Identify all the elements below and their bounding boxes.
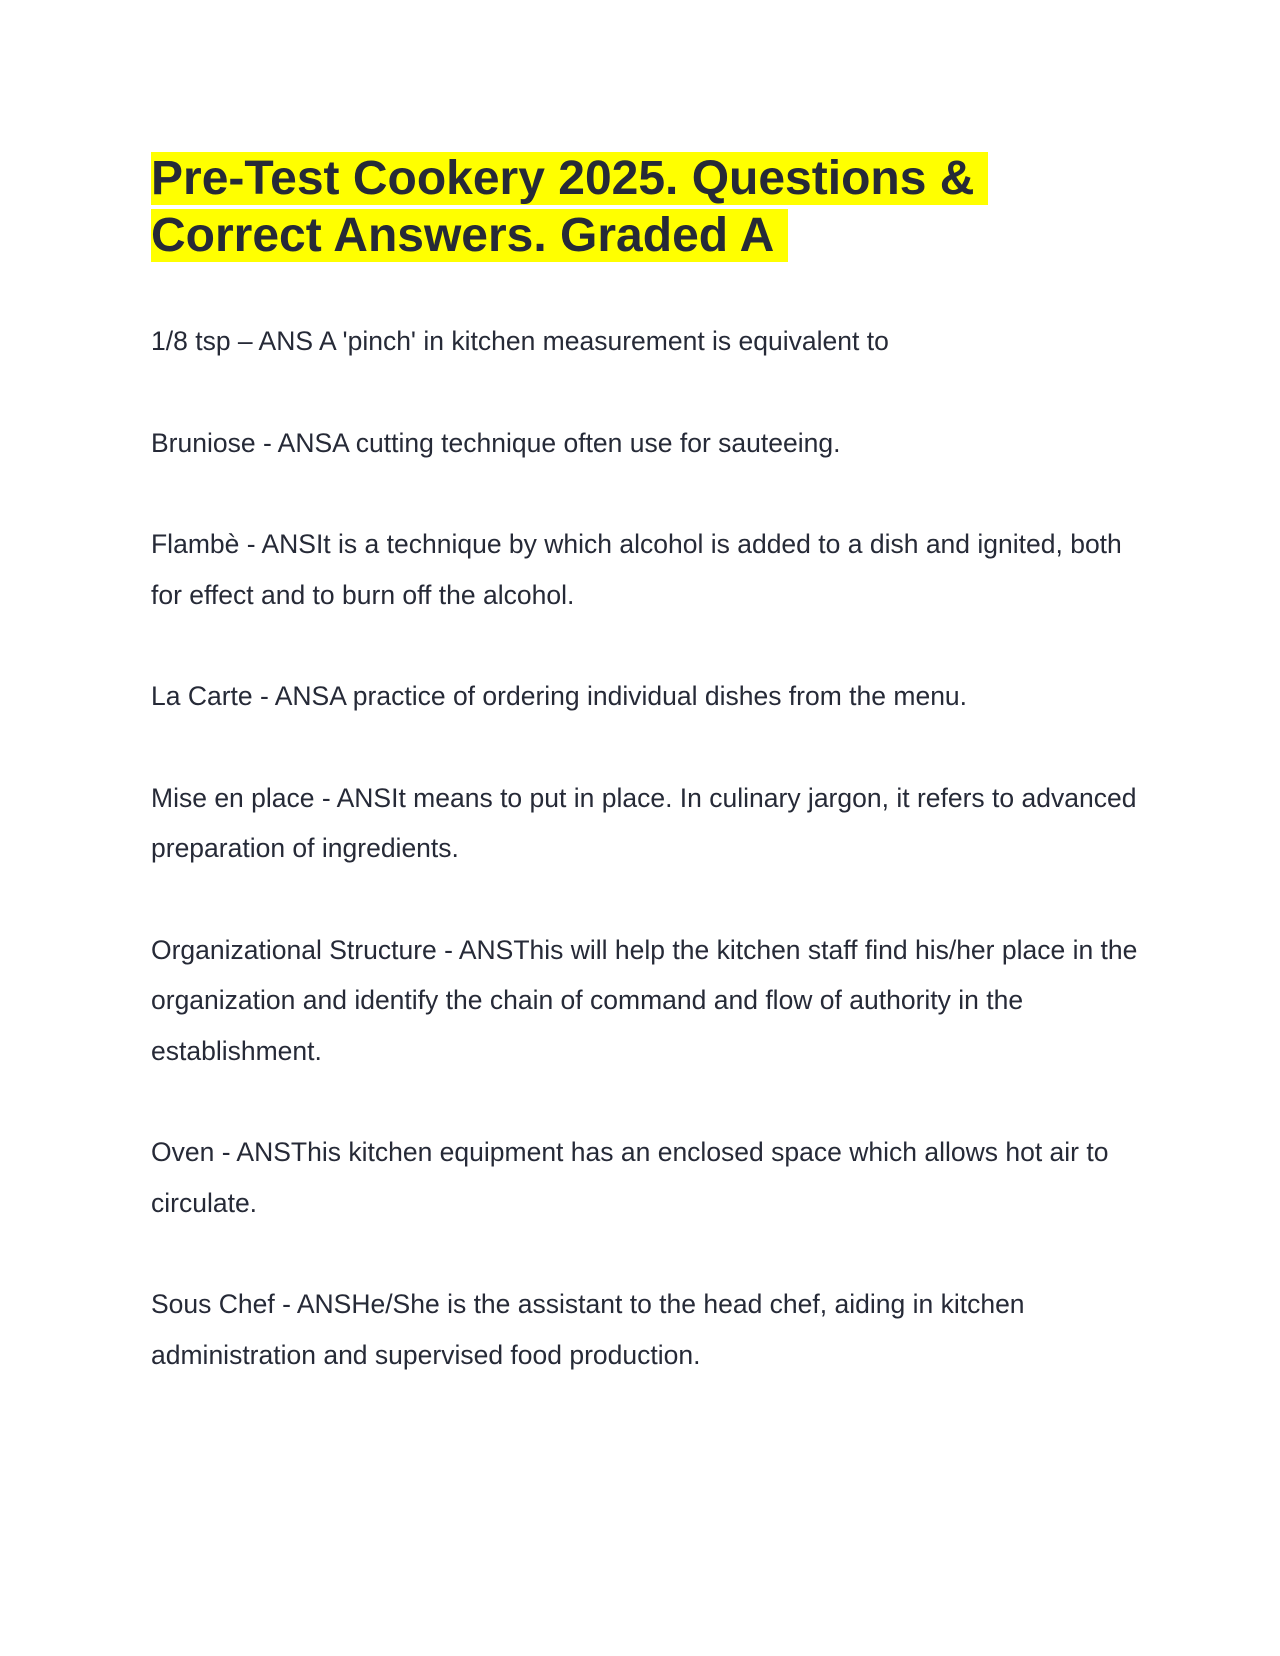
qa-item-oven: Oven - ANSThis kitchen equipment has an enclosed space which allows hot air to circulate. xyxy=(151,1137,1109,1218)
title-highlight: Pre-Test Cookery 2025. Questions & Correct Answers. Graded A xyxy=(151,152,988,262)
qa-item-sous-chef: Sous Chef - ANSHe/She is the assistant to the head chef, aiding in kitchen administration and supervised food production. xyxy=(151,1289,1025,1370)
qa-item-pinch: 1/8 tsp – ANS A 'pinch' in kitchen measurement is equivalent to xyxy=(151,326,889,356)
qa-item-organizational-structure: Organizational Structure - ANSThis will help the kitchen staff find his/her place in the organization and identify the chain of command and flow of authority in the establishment. xyxy=(151,934,1138,1066)
qa-item-bruniose: Bruniose - ANSA cutting technique often use for sauteeing. xyxy=(151,427,841,458)
qa-list xyxy=(151,316,1141,1431)
qa-item-mise-en-place: Mise en place - ANSIt means to put in place. In culinary jargon, it refers to advanced preparation of ingredients. xyxy=(151,782,1137,863)
qa-item-flambe: Flambè - ANSIt is a technique by which alcohol is added to a dish and ignited, both for effect and to burn off the alcohol. xyxy=(151,529,1122,610)
document-title xyxy=(151,150,1141,264)
qa-item-la-carte: La Carte - ANSA practice of ordering individual dishes from the menu. xyxy=(151,681,968,711)
document-page xyxy=(151,150,1141,1370)
